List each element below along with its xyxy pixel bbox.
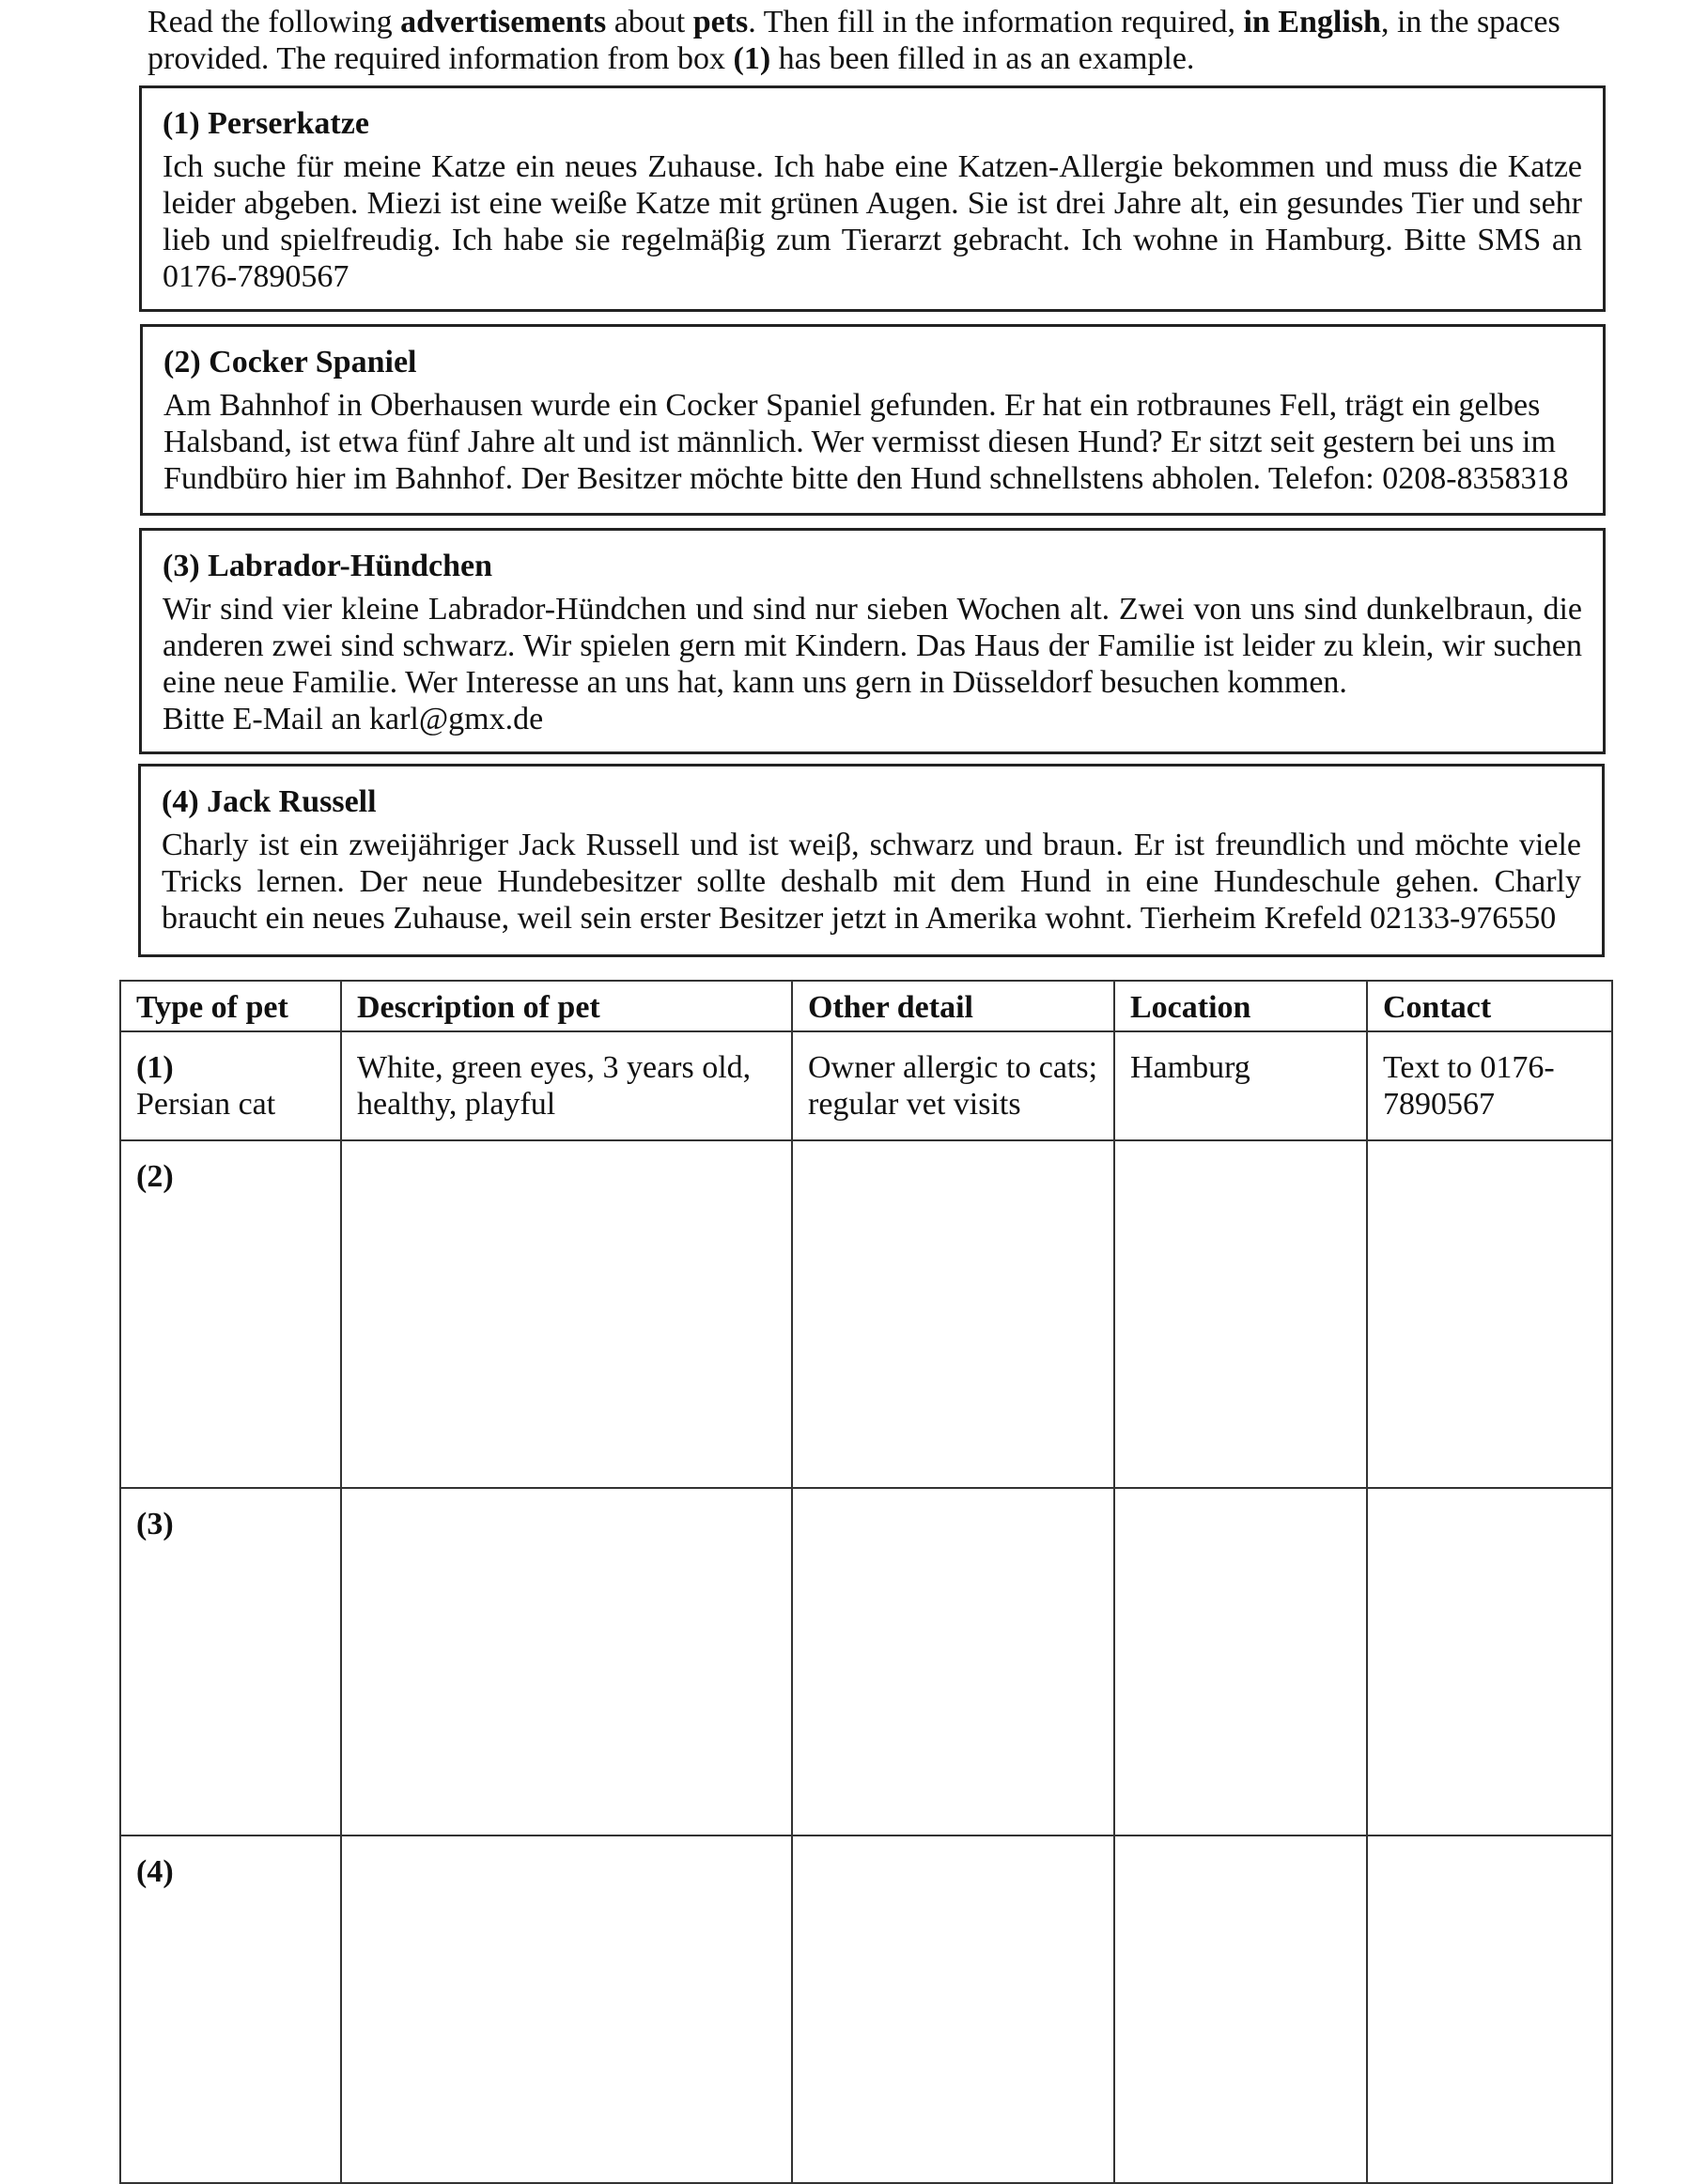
ad-title: (4) Jack Russell [162, 784, 377, 819]
instructions: Read the following advertisements about pets. Then fill in the information required, in English, in the spaces provided. The required information from box (1) has been filled in as an example. [148, 5, 1560, 76]
answer-cell-location[interactable] [1114, 1835, 1367, 2183]
cell-contact: Text to 0176-7890567 [1367, 1031, 1612, 1140]
answer-cell-contact[interactable] [1367, 1835, 1612, 2183]
header-other: Other detail [792, 981, 1114, 1031]
answer-cell-description[interactable] [341, 1835, 792, 2183]
ad-box-perserkatze [139, 85, 1606, 312]
table-row [120, 1031, 1612, 1140]
ad-title: (3) Labrador-Hündchen [163, 549, 493, 583]
ad-box-labrador [139, 528, 1606, 754]
answer-cell-description[interactable] [341, 1140, 792, 1488]
table-header-row [120, 981, 1612, 1031]
header-location: Location [1114, 981, 1367, 1031]
answer-cell-other[interactable] [792, 1140, 1114, 1488]
table-row [120, 1140, 1612, 1488]
ad-body: Am Bahnhof in Oberhausen wurde ein Cocker Spaniel gefunden. Er hat ein rotbraunes Fell, trägt ein gelbes Halsband, ist etwa fünf Jahre alt und ist männlich. Wer vermisst diesen Hund? Er sitzt seit gestern bei uns im Fundbüro hier im Bahnhof. Der Besitzer möchte bitte den Hund schnellstens abholen. Telefon: 0208-8358318 [163, 388, 1569, 496]
answer-cell-location[interactable] [1114, 1140, 1367, 1488]
ad-box-jack-russell [138, 764, 1605, 957]
ad-box-cocker-spaniel [140, 324, 1606, 516]
table-row [120, 1835, 1612, 2183]
answer-cell-contact[interactable] [1367, 1488, 1612, 1835]
ad-title: (2) Cocker Spaniel [163, 345, 417, 379]
answer-cell-location[interactable] [1114, 1488, 1367, 1835]
header-contact: Contact [1367, 981, 1612, 1031]
table-row [120, 1488, 1612, 1835]
ad-body-email: Bitte E-Mail an karl@gmx.de [163, 702, 544, 736]
cell-description: White, green eyes, 3 years old, healthy, playful [341, 1031, 792, 1140]
answer-cell-contact[interactable] [1367, 1140, 1612, 1488]
cell-type: (2) [120, 1140, 341, 1488]
cell-other: Owner allergic to cats; regular vet visits [792, 1031, 1114, 1140]
header-description: Description of pet [341, 981, 792, 1031]
cell-type: (3) [120, 1488, 341, 1835]
ad-body: Wir sind vier kleine Labrador-Hündchen und sind nur sieben Wochen alt. Zwei von uns sind dunkelbraun, die anderen zwei sind schwarz. Wir spielen gern mit Kindern. Das Haus der Familie ist leider zu klein, wir suchen eine neue Familie. Wer Interesse an uns hat, kann uns gern in Düsseldorf besuchen kommen. [163, 592, 1582, 700]
answer-cell-other[interactable] [792, 1835, 1114, 2183]
ad-title: (1) Perserkatze [163, 106, 369, 141]
cell-type: (4) [120, 1835, 341, 2183]
answer-table [119, 980, 1613, 2184]
ad-body: Ich suche für meine Katze ein neues Zuhause. Ich habe eine Katzen-Allergie bekommen und muss die Katze leider abgeben. Miezi ist eine weiße Katze mit grünen Augen. Sie ist drei Jahre alt, ein gesundes Tier und sehr lieb und spielfreudig. Ich habe sie regelmäβig zum Tierarzt gebracht. Ich wohne in Hamburg. Bitte SMS an 0176-7890567 [163, 149, 1582, 294]
cell-type: (1) Persian cat [120, 1031, 341, 1140]
answer-cell-other[interactable] [792, 1488, 1114, 1835]
ad-body: Charly ist ein zweijähriger Jack Russell und ist weiβ, schwarz und braun. Er ist freundlich und möchte viele Tricks lernen. Der neue Hundebesitzer sollte deshalb mit dem Hund in eine Hundeschule gehen. Charly braucht ein neues Zuhause, weil sein erster Besitzer jetzt in Amerika wohnt. Tierheim Krefeld 02133-976550 [162, 828, 1581, 936]
header-type: Type of pet [120, 981, 341, 1031]
answer-cell-description[interactable] [341, 1488, 792, 1835]
cell-location: Hamburg [1114, 1031, 1367, 1140]
